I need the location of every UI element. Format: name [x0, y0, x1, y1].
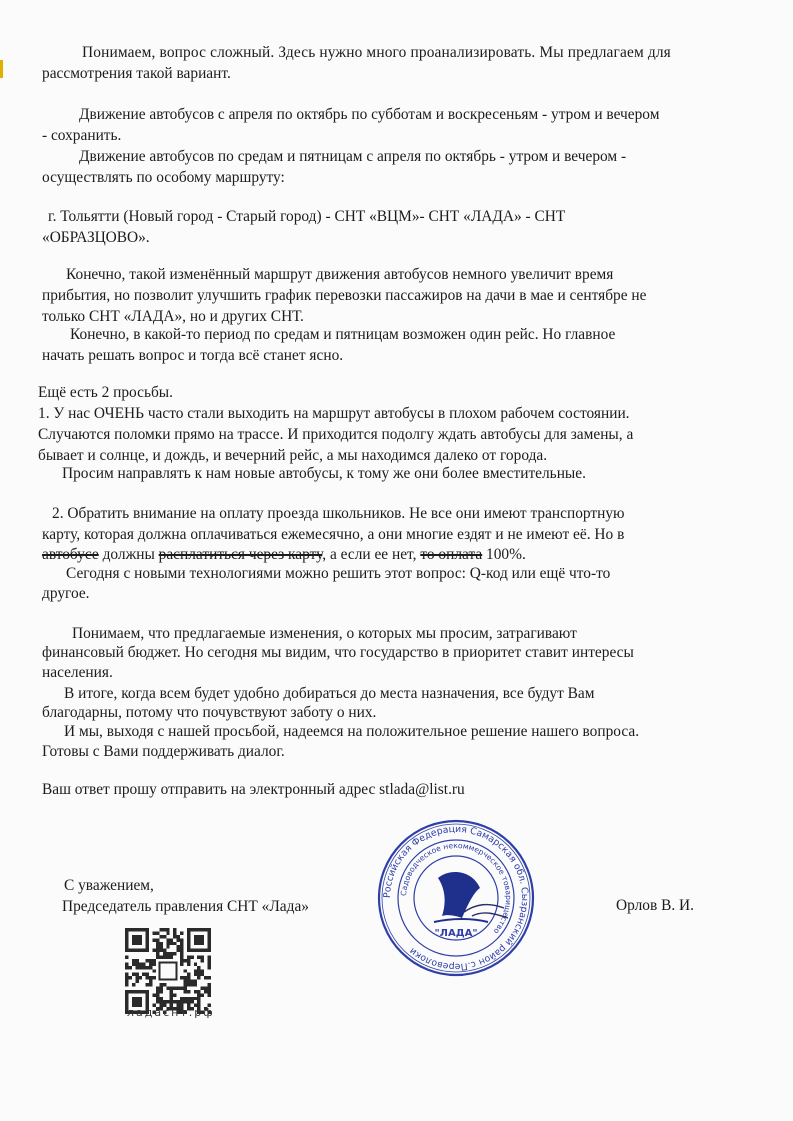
qr-module — [180, 952, 183, 955]
para-3-line-1: Движение автобусов по средам и пятницам с апреля по октябрь - утром и вечером - — [79, 148, 627, 165]
qr-module — [159, 956, 162, 959]
qr-module — [153, 993, 156, 996]
qr-module — [177, 938, 180, 941]
qr-module — [173, 942, 176, 945]
qr-module — [170, 990, 173, 993]
qr-module — [201, 986, 204, 989]
struck-text: автобусе — [42, 546, 99, 563]
request-1-line-3: бывает и солнце, и дождь, и вечерний рейс, а мы находимся далеко от города. — [38, 447, 548, 464]
request-1-line-4: Просим направлять к нам новые автобусы, к тому же они более вместительные. — [62, 465, 586, 482]
qr-module — [163, 956, 166, 959]
qr-module — [180, 997, 183, 1000]
line-text: , а если ее нет, — [322, 546, 421, 563]
qr-module — [135, 980, 138, 983]
qr-module — [142, 973, 145, 976]
struck-text: то оплата — [420, 546, 483, 563]
qr-module — [208, 983, 211, 986]
qr-module — [173, 935, 176, 938]
qr-module — [197, 997, 200, 1000]
qr-module — [156, 931, 159, 934]
qr-module — [197, 973, 200, 976]
para-3-line-2: осуществлять по особому маршруту: — [42, 169, 285, 186]
qr-module — [153, 949, 156, 952]
qr-module — [187, 973, 190, 976]
qr-module — [149, 959, 152, 962]
qr-module — [170, 952, 173, 955]
qr-module — [135, 959, 138, 962]
qr-module — [149, 980, 152, 983]
qr-module — [208, 990, 211, 993]
stamp-center-text: "ЛАДА" — [434, 928, 478, 939]
qr-module — [166, 938, 169, 941]
qr-caption: ладаснт.рф — [127, 1006, 215, 1019]
qr-module — [183, 959, 186, 962]
qr-module — [187, 997, 190, 1000]
qr-module — [135, 973, 138, 976]
qr-module — [125, 976, 128, 979]
qr-module — [153, 976, 156, 979]
qr-module — [204, 986, 207, 989]
emblem-base-line — [434, 919, 488, 922]
qr-module — [170, 956, 173, 959]
qr-module — [132, 962, 135, 965]
qr-module — [194, 973, 197, 976]
qr-module — [139, 976, 142, 979]
request-1-line-2: Случаются поломки прямо на трассе. И приходится подолгу ждать автобусы для замены, а — [38, 426, 634, 443]
qr-module — [163, 952, 166, 955]
qr-module — [201, 956, 204, 959]
qr-module — [159, 997, 162, 1000]
qr-module — [187, 980, 190, 983]
qr-module — [183, 976, 186, 979]
qr-module — [170, 986, 173, 989]
qr-module — [197, 976, 200, 979]
qr-module — [166, 942, 169, 945]
qr-module — [159, 986, 162, 989]
para-4-line-2: прибытия, но позволит улучшить график перевозки пассажиров на дачи в мае и сентябре не — [42, 287, 647, 304]
para-1-line-2: рассмотрения такой вариант. — [42, 65, 231, 82]
qr-module — [208, 986, 211, 989]
qr-module — [139, 962, 142, 965]
para-8-line-1: И мы, выходя с нашей просьбой, надеемся на положительное решение нашего вопроса. — [64, 723, 640, 740]
qr-module — [194, 969, 197, 972]
para-2-line-1: Движение автобусов с апреля по октябрь по субботам и воскресеньям - утром и вечером — [79, 106, 660, 123]
qr-module — [149, 983, 152, 986]
qr-module — [183, 997, 186, 1000]
qr-module — [146, 976, 149, 979]
qr-module — [156, 952, 159, 955]
qr-module — [170, 938, 173, 941]
qr-module — [208, 993, 211, 996]
qr-module — [153, 959, 156, 962]
qr-module — [201, 993, 204, 996]
qr-module — [180, 949, 183, 952]
qr-module — [156, 942, 159, 945]
qr-module — [183, 980, 186, 983]
qr-module — [159, 942, 162, 945]
qr-module — [183, 986, 186, 989]
qr-module — [208, 956, 211, 959]
stamp-inner-text: Садоводческое некоммерческое товарищество — [398, 840, 514, 936]
para-7-line-1: В итоге, когда всем будет удобно добираться до места назначения, все будут Вам — [64, 685, 595, 702]
qr-module — [156, 993, 159, 996]
qr-module — [187, 976, 190, 979]
route-line-2: «ОБРАЗЦОВО». — [42, 229, 150, 246]
qr-module — [177, 986, 180, 989]
qr-module — [187, 990, 190, 993]
qr-module — [128, 966, 131, 969]
qr-module — [183, 983, 186, 986]
qr-module — [204, 990, 207, 993]
qr-module — [173, 986, 176, 989]
qr-module — [180, 956, 183, 959]
qr-module — [190, 983, 193, 986]
qr-module — [170, 942, 173, 945]
reply-instruction: Ваш ответ прошу отправить на электронный адрес stlada@list.ru — [42, 781, 465, 798]
qr-module — [177, 945, 180, 948]
qr-module — [149, 962, 152, 965]
qr-module — [173, 931, 176, 934]
organization-stamp — [376, 818, 536, 978]
qr-module — [190, 980, 193, 983]
para-6-line-1: Понимаем, что предлагаемые изменения, о которых мы просим, затрагивают — [72, 625, 577, 642]
qr-module — [166, 986, 169, 989]
qr-module — [146, 983, 149, 986]
qr-module — [187, 983, 190, 986]
qr-module — [180, 976, 183, 979]
qr-module — [180, 938, 183, 941]
para-7-line-2: благодарны, потому что почувствуют заботу о них. — [42, 704, 377, 721]
qr-module — [180, 931, 183, 934]
qr-module — [173, 928, 176, 931]
qr-module — [142, 962, 145, 965]
qr-module — [201, 959, 204, 962]
qr-module — [190, 956, 193, 959]
para-6-line-3: населения. — [42, 664, 113, 681]
qr-module — [170, 993, 173, 996]
request-1-line-1: 1. У нас ОЧЕНЬ часто стали выходить на маршрут автобусы в плохом рабочем состоянии. — [38, 405, 630, 422]
qr-module — [146, 973, 149, 976]
qr-module — [146, 959, 149, 962]
qr-module — [177, 949, 180, 952]
qr-module — [183, 990, 186, 993]
qr-module — [156, 949, 159, 952]
qr-module — [166, 931, 169, 934]
qr-module — [163, 983, 166, 986]
qr-module — [125, 983, 128, 986]
qr-module — [156, 956, 159, 959]
qr-module — [132, 983, 135, 986]
qr-module — [166, 952, 169, 955]
request-2-line-2: карту, которая должна оплачиваться ежемесячно, а они многие ездят и не имеют её. Но в — [42, 526, 625, 543]
qr-module — [132, 959, 135, 962]
request-2-line-4: Сегодня с новыми технологиями можно решить этот вопрос: Q-код или ещё что-то — [66, 565, 611, 582]
qr-module — [125, 966, 128, 969]
para-5-line-2: начать решать вопрос и тогда всё станет ясно. — [42, 347, 344, 364]
qr-module — [159, 945, 162, 948]
qr-module — [159, 990, 162, 993]
qr-module — [132, 973, 135, 976]
qr-module — [173, 993, 176, 996]
qr-module — [187, 956, 190, 959]
qr-module — [201, 973, 204, 976]
qr-module — [128, 976, 131, 979]
para-6-line-2: финансовый бюджет. Но сегодня мы видим, что государство в приоритет ставит интересы — [42, 644, 634, 661]
qr-module — [170, 997, 173, 1000]
qr-module — [197, 969, 200, 972]
qr-module — [135, 976, 138, 979]
qr-module — [156, 986, 159, 989]
qr-module — [197, 966, 200, 969]
para-5-line-1: Конечно, в какой-то период по средам и пятницам возможен один рейс. Но главное — [70, 326, 616, 343]
qr-module — [125, 962, 128, 965]
qr-module — [156, 945, 159, 948]
para-1-line-1: Понимаем, вопрос сложный. Здесь нужно много проанализировать. Мы предлагаем для — [82, 44, 671, 61]
qr-module — [194, 983, 197, 986]
qr-module — [180, 942, 183, 945]
qr-module — [190, 997, 193, 1000]
qr-module — [146, 966, 149, 969]
qr-module — [125, 980, 128, 983]
qr-module — [194, 990, 197, 993]
signature-scribble — [464, 905, 508, 918]
qr-module — [180, 962, 183, 965]
qr-module — [153, 969, 156, 972]
qr-module — [187, 962, 190, 965]
qr-module — [180, 959, 183, 962]
struck-text: расплатиться через карту — [158, 546, 323, 563]
qr-module — [163, 949, 166, 952]
para-8-line-2: Готовы с Вами поддерживать диалог. — [42, 743, 285, 760]
qr-module — [173, 952, 176, 955]
qr-module — [197, 993, 200, 996]
qr-module — [135, 962, 138, 965]
qr-module — [125, 956, 128, 959]
stamp-outer-text: Российская Федерация Самарская обл. Сызранский район с.Переволоки — [381, 823, 531, 973]
requests-intro: Ещё есть 2 просьбы. — [38, 384, 173, 401]
qr-module — [163, 928, 166, 931]
qr-module — [194, 980, 197, 983]
qr-module — [135, 966, 138, 969]
qr-module — [153, 931, 156, 934]
request-2-line-3 — [42, 545, 526, 565]
para-4-line-1: Конечно, такой изменённый маршрут движения автобусов немного увеличит время — [66, 266, 614, 283]
route-line-1: г. Тольятти (Новый город - Старый город) - СНТ «ВЦМ»- СНТ «ЛАДА» - СНТ — [48, 208, 566, 225]
qr-module — [125, 973, 128, 976]
qr-module — [166, 956, 169, 959]
qr-module — [159, 983, 162, 986]
qr-module — [177, 935, 180, 938]
para-4-line-3: только СНТ «ЛАДА», но и других СНТ. — [42, 308, 304, 325]
qr-module — [204, 976, 207, 979]
qr-module — [156, 938, 159, 941]
qr-module — [159, 928, 162, 931]
qr-module — [159, 949, 162, 952]
website-qr-code — [125, 928, 211, 1014]
qr-module — [194, 997, 197, 1000]
line-text: должны — [98, 546, 159, 563]
qr-module — [156, 997, 159, 1000]
qr-module — [153, 938, 156, 941]
sail-emblem-icon — [438, 872, 480, 918]
qr-module — [197, 956, 200, 959]
request-2-line-5: другое. — [42, 585, 90, 602]
qr-module — [208, 976, 211, 979]
qr-module — [208, 959, 211, 962]
qr-module — [208, 962, 211, 965]
qr-module — [180, 945, 183, 948]
qr-module — [201, 969, 204, 972]
qr-module — [180, 986, 183, 989]
para-2-line-2: - сохранить. — [42, 127, 122, 144]
qr-module — [194, 962, 197, 965]
qr-module — [149, 966, 152, 969]
line-text: 100%. — [482, 546, 526, 563]
scan-edge-mark — [0, 60, 3, 78]
signer-position: Председатель правления СНТ «Лада» — [62, 898, 309, 915]
qr-module — [163, 935, 166, 938]
qr-module — [183, 969, 186, 972]
regards: С уважением, — [64, 877, 154, 894]
qr-module — [166, 928, 169, 931]
qr-module — [156, 990, 159, 993]
qr-module — [153, 962, 156, 965]
qr-module — [142, 966, 145, 969]
signer-name: Орлов В. И. — [616, 897, 695, 914]
qr-module — [187, 959, 190, 962]
qr-module — [149, 976, 152, 979]
qr-module — [197, 990, 200, 993]
qr-module — [208, 966, 211, 969]
request-2-line-1: 2. Обратить внимание на оплату проезда школьников. Не все они имеют транспортную — [52, 505, 625, 522]
qr-module — [139, 966, 142, 969]
qr-module — [159, 935, 162, 938]
qr-module — [166, 945, 169, 948]
